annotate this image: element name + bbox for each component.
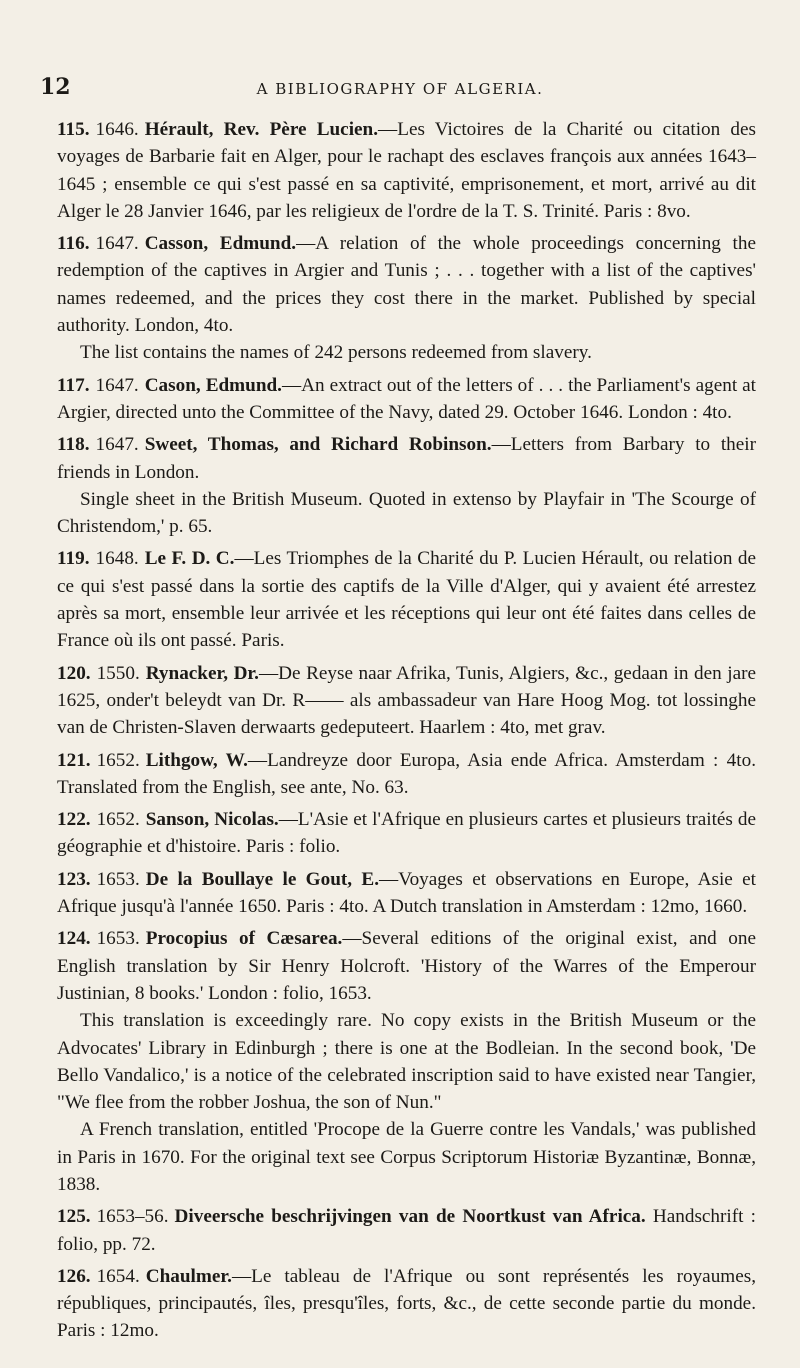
entry-text: —De Reyse naar Afrika, Tunis, Algiers, &c., gedaan in den jare 1625, onder't beleydt van Dr. R—— als ambassadeur van Hare Hoog Mog. tot lossinghe van de Christen-Slaven derwaarts gedeputeert. Haarlem : 4to, met grav. (57, 662, 757, 739)
entry-year: 1653. (96, 928, 140, 950)
entry-year: 1647. (95, 434, 139, 456)
entry-text: —Letters from Barbary to their friends in London. (57, 434, 756, 483)
entry-text: —Landreyze door Europa, Asia ende Africa. Amsterdam : 4to. Translated from the English, see ante, No. 63. (57, 749, 756, 798)
entry-author: De la Boullaye le Gout, E. (145, 868, 379, 890)
entry-number: 120. (57, 662, 91, 684)
bibliography-entry (57, 230, 756, 366)
entry-number: 122. (57, 809, 91, 831)
entry-citation (57, 116, 756, 225)
entry-author: Diveersche beschrijvingen van de Noortkust van Africa. (174, 1206, 646, 1228)
entry-citation (57, 1263, 756, 1345)
entry-author: Hérault, Rev. Père Lucien. (144, 119, 379, 140)
page-number: 12 (40, 74, 71, 100)
entry-text: Handschrift : folio, pp. 72. (57, 1206, 756, 1255)
entry-author: Sanson, Nicolas. (145, 809, 279, 831)
entry-author: Procopius of Cæsarea. (145, 928, 343, 950)
entry-year: 1646. (95, 119, 139, 140)
entry-author: Cason, Edmund. (144, 374, 282, 396)
entry-note: The list contains the names of 242 persons redeemed from slavery. (80, 342, 592, 364)
entry-note: This translation is exceedingly rare. No copy exists in the British Museum or the Advocates' Library in Edinburgh ; there is one at the Bodleian. In the second book, 'De Bello Vandalico,' is a notice of the celebrated inscription said to have existed near Tangier, "We flee from the robber Joshua, the son of Nun." (57, 1010, 756, 1114)
entry-number: 115. (57, 119, 90, 140)
entry-text: —Les Triomphes de la Charité du P. Lucien Hérault, ou relation de ce qui s'est passé dans la sortie des captifs de la Ville d'Alger, qui y avaient été arrestez après sa mort, ensemble leur arrivée et les réceptions qui leur ont été faites dans celles de France où ils ont passé. Paris. (57, 548, 756, 652)
entry-citation (57, 747, 756, 802)
entry-citation (57, 925, 756, 1007)
entry-year: 1654. (96, 1265, 140, 1287)
entry-citation (57, 806, 756, 861)
entry-author: Lithgow, W. (145, 749, 248, 771)
entry-citation (57, 1203, 756, 1258)
entry-citation (57, 372, 756, 427)
entry-author: Sweet, Thomas, and Richard Robinson. (144, 434, 492, 456)
bibliography-entry (57, 1203, 756, 1258)
entry-text: —A relation of the whole proceedings concerning the redemption of the captives in Argier and Tunis ; . . . together with a list of the captives' names redeemed, and the prices they cost there in the market. Published by special authority. London, 4to. (57, 233, 756, 337)
entry-citation (57, 230, 756, 339)
entry-number: 116. (57, 233, 90, 255)
entry-citation (57, 660, 756, 742)
entry-text: —Several editions of the original exist, and one English translation by Sir Henry Holcroft. 'History of the Warres of the Emperour Justinian, 8 books.' London : folio, 1653. (57, 928, 756, 1004)
entry-year: 1653. (96, 868, 140, 890)
entry-text: —Le tableau de l'Afrique ou sont représentés les royaumes, républiques, principautés, îles, presqu'îles, forts, &c., de cette seconde partie du monde. Paris : 12mo. (57, 1265, 756, 1342)
bibliography-entry (57, 1263, 756, 1345)
bibliography-entry (57, 660, 756, 742)
entry-citation (57, 545, 756, 654)
entry-citation (57, 431, 756, 486)
entry-year: 1652. (96, 749, 140, 771)
entry-number: 121. (57, 749, 91, 771)
entry-text: —Les Victoires de la Charité ou citation des voyages de Barbarie fait en Alger, pour le rachapt des esclaves françois aux années 1643–1645 ; ensemble ce qui s'est passé en sa captivité, emprisonement, et mort, arrivé au dit Alger le 28 Janvier 1646, par les religieux de l'ordre de la T. S. Trinité. Paris : 8vo. (57, 119, 757, 222)
bibliography-entry (57, 545, 756, 654)
entry-note: Single sheet in the British Museum. Quoted in extenso by Playfair in 'The Scourge of Christendom,' p. 65. (57, 488, 756, 538)
entry-year: 1648. (95, 548, 139, 570)
entry-number: 123. (57, 868, 91, 890)
entry-author: Le F. D. C. (144, 548, 235, 570)
running-head: A BIBLIOGRAPHY OF ALGERIA. (256, 80, 544, 98)
entry-year: 1550. (96, 662, 140, 684)
entry-text: —Voyages et observations en Europe, Asie et Afrique jusqu'à l'année 1650. Paris : 4to. A Dutch translation in Amsterdam : 12mo, 1660. (57, 868, 756, 918)
bibliography-entry (57, 116, 756, 225)
entry-year: 1647. (95, 233, 139, 255)
bibliography-entry (57, 866, 756, 921)
entry-number: 119. (57, 548, 90, 570)
entry-note: A French translation, entitled 'Procope de la Guerre contre les Vandals,' was published in Paris in 1670. For the original text see Corpus Scriptorum Historiæ Byzantinæ, Bonnæ, 1838. (57, 1119, 756, 1195)
entry-author: Rynacker, Dr. (145, 662, 259, 684)
entry-year: 1653–56. (96, 1206, 169, 1228)
entry-text: —L'Asie et l'Afrique en plusieurs cartes et plusieurs traités de géographie et d'histoire. Paris : folio. (57, 809, 757, 858)
bibliography-entry (57, 372, 756, 427)
bibliography-entry (57, 806, 756, 861)
entry-text: —An extract out of the letters of . . . the Parliament's agent at Argier, directed unto the Committee of the Navy, dated 29. October 1646. London : 4to. (57, 374, 756, 423)
entry-number: 118. (57, 434, 90, 456)
bibliography-entry (57, 747, 756, 802)
bibliography-entry (57, 431, 756, 540)
entry-number: 125. (57, 1206, 91, 1228)
entry-number: 124. (57, 928, 91, 950)
entry-number: 126. (57, 1265, 91, 1287)
entry-author: Chaulmer. (145, 1265, 232, 1287)
entry-citation (57, 866, 756, 921)
entry-year: 1647. (95, 374, 139, 396)
bibliography-entries (57, 116, 756, 1350)
bibliography-entry (57, 925, 756, 1198)
entry-year: 1652. (96, 809, 140, 831)
entry-author: Casson, Edmund. (144, 233, 297, 255)
entry-number: 117. (57, 374, 90, 396)
